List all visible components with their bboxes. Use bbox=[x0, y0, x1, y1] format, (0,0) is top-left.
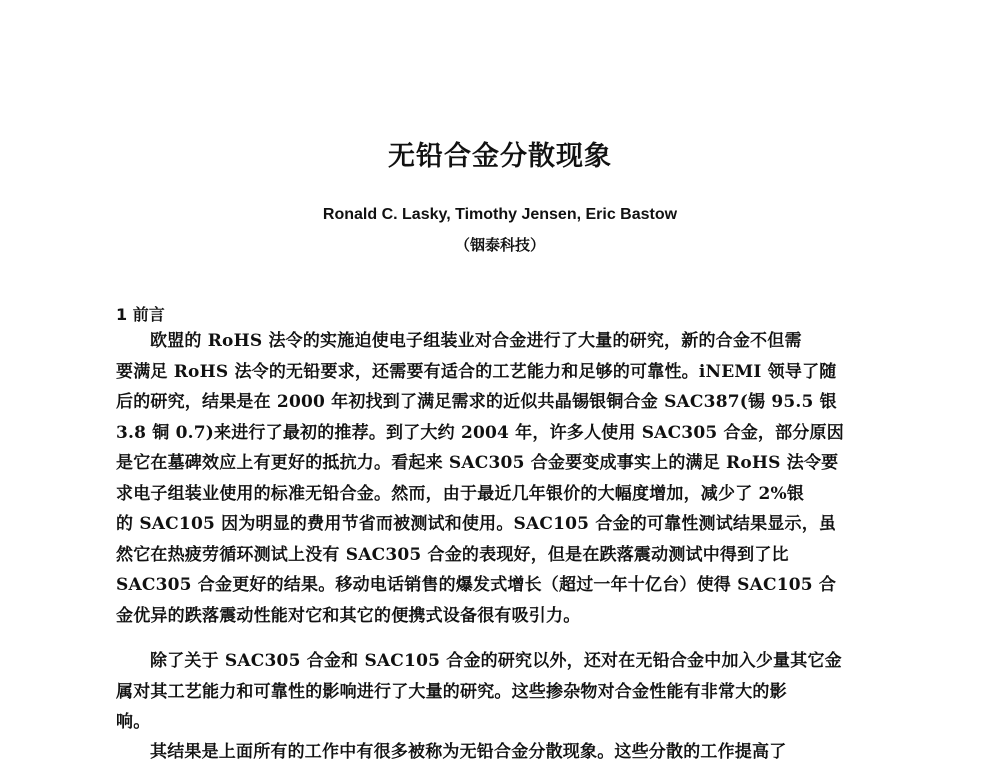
text-line: 3.8 铜 0.7)来进行了最初的推荐。到了大约 2004 年，许多人使用 SAC305 合金，部分原因 bbox=[116, 422, 844, 443]
paragraph-1 bbox=[116, 326, 896, 631]
paragraph-2 bbox=[116, 646, 896, 738]
text-line: 要满足 RoHS 法令的无铅要求，还需要有适合的工艺能力和足够的可靠性。iNEMI 领导了随 bbox=[116, 361, 837, 382]
text-line: 后的研究，结果是在 2000 年初找到了满足需求的近似共晶锡银铜合金 SAC387(锡 95.5 银 bbox=[116, 392, 837, 412]
text-line: 的 SAC105 因为明显的费用节省而被测试和使用。SAC105 合金的可靠性测试结果显示，虽 bbox=[116, 514, 837, 534]
text-line: 属对其工艺能力和可靠性的影响进行了大量的研究。这些掺杂物对合金性能有非常大的影 bbox=[116, 681, 787, 702]
paragraph-3 bbox=[116, 737, 896, 768]
paper-title: 无铅合金分散现象 bbox=[388, 141, 612, 172]
text-line: 响。 bbox=[116, 712, 151, 732]
text-line: 求电子组装业使用的标准无铅合金。然而，由于最近几年银价的大幅度增加，减少了 2%银 bbox=[116, 483, 805, 504]
text-line: 其结果是上面所有的工作中有很多被称为无铅合金分散现象。这些分散的工作提高了 bbox=[150, 742, 787, 762]
text-line: 是它在墓碑效应上有更好的抵抗力。看起来 SAC305 合金要变成事实上的满足 RoHS 法令要 bbox=[116, 453, 839, 473]
text-line: 然它在热疲劳循环测试上没有 SAC305 合金的表现好，但是在跌落震动测试中得到了比 bbox=[116, 544, 789, 565]
text-line: SAC305 合金更好的结果。移动电话销售的爆发式增长（超过一年十亿台）使得 SAC105 合 bbox=[116, 575, 837, 595]
text-line: 除了关于 SAC305 合金和 SAC105 合金的研究以外，还对在无铅合金中加入少量其它金 bbox=[150, 651, 842, 671]
text-line: 欧盟的 RoHS 法令的实施迫使电子组装业对合金进行了大量的研究，新的合金不但需 bbox=[150, 331, 802, 351]
text-line: 金优异的跌落震动性能对它和其它的便携式设备很有吸引力。 bbox=[116, 605, 581, 626]
author-list: Ronald C. Lasky, Timothy Jensen, Eric Bastow bbox=[322, 206, 678, 223]
section-heading-introduction: 1 前言 bbox=[116, 305, 165, 324]
author-affiliation: （铟泰科技） bbox=[454, 236, 545, 254]
